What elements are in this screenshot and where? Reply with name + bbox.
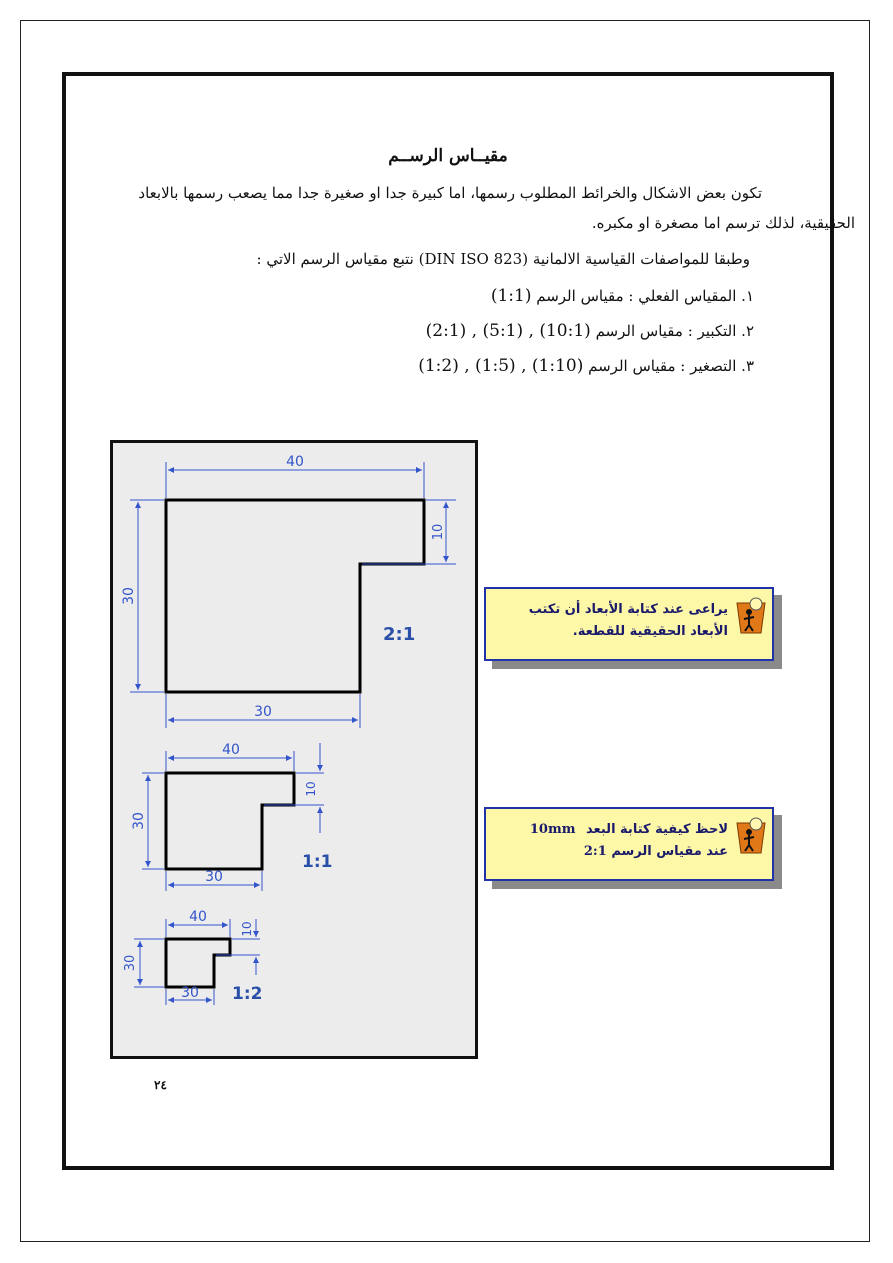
page-number: ٢٤ [154,1078,167,1092]
list-item-values: (1:2) , (1:5) , (1:10) [418,356,584,376]
dim-label-bottom: 30 [205,869,223,885]
dim-label-left: 30 [123,954,138,972]
note-box-real-dimensions [484,587,774,661]
note-text [494,599,728,643]
dim-label-top: 40 [222,742,240,758]
note-line-1-text: لاحظ كيفية كتابة البعد [586,822,728,837]
note-line-2-text: عند مقياس الرسم [611,844,728,859]
paragraph-line-1: تكون بعض الاشكال والخرائط المطلوب رسمها، اما كبيرة جدا او صغيرة جدا مما يصعب رسمها بالابعاد [138,184,762,202]
lightbulb-idea-icon [734,815,768,855]
note-line-1 [494,819,728,841]
list-item-2 [426,321,754,341]
dim-label-left: 30 [131,812,147,830]
list-item-1 [491,286,754,306]
paragraph-line-3: وطبقا للمواصفات القياسية الالمانية (DIN ISO 823) نتبع مقياس الرسم الاتي : [256,250,750,268]
dim-label-top: 40 [286,454,304,470]
note-box-dimension-writing [484,807,774,881]
dim-label-right: 10 [240,921,254,937]
dim-label-bottom: 30 [181,985,199,1001]
list-item-label: ٢. التكبير : مقياس الرسم [595,322,754,340]
scale-label: 1:1 [302,852,333,872]
list-item-label: ٣. التصغير : مقياس الرسم [588,357,754,375]
dim-label-bottom: 30 [254,704,272,720]
note-highlight-10mm: 10mm [529,822,576,837]
paragraph-line-2: الحقيقية، لذلك ترسم اما مصغرة او مكبره. [591,214,855,232]
dim-label-top: 40 [189,909,207,925]
note-line-2 [494,841,728,863]
page-title: مقيــاس الرســم [388,146,508,166]
note-line-1: يراعى عند كتابة الأبعاد أن تكتب [528,602,728,617]
scale-label: 2:1 [383,624,416,645]
dim-label-right: 10 [304,781,318,797]
dim-label-right: 10 [431,523,446,541]
drawing-panel-lower [110,742,478,1059]
list-item-3 [418,356,754,376]
list-item-values: (2:1) , (5:1) , (10:1) [425,321,591,341]
note-text [494,819,728,863]
list-item-label: ١. المقياس الفعلي : مقياس الرسم [536,287,754,305]
drawing-panel [110,440,478,762]
lightbulb-idea-icon [734,595,768,635]
note-highlight-scale: 2:1 [583,844,607,859]
scale-label: 1:2 [232,984,263,1004]
list-item-values: (1:1) [490,286,532,306]
dim-label-left: 30 [121,587,137,605]
note-line-2: الأبعاد الحقيقية للقطعة. [572,624,728,639]
